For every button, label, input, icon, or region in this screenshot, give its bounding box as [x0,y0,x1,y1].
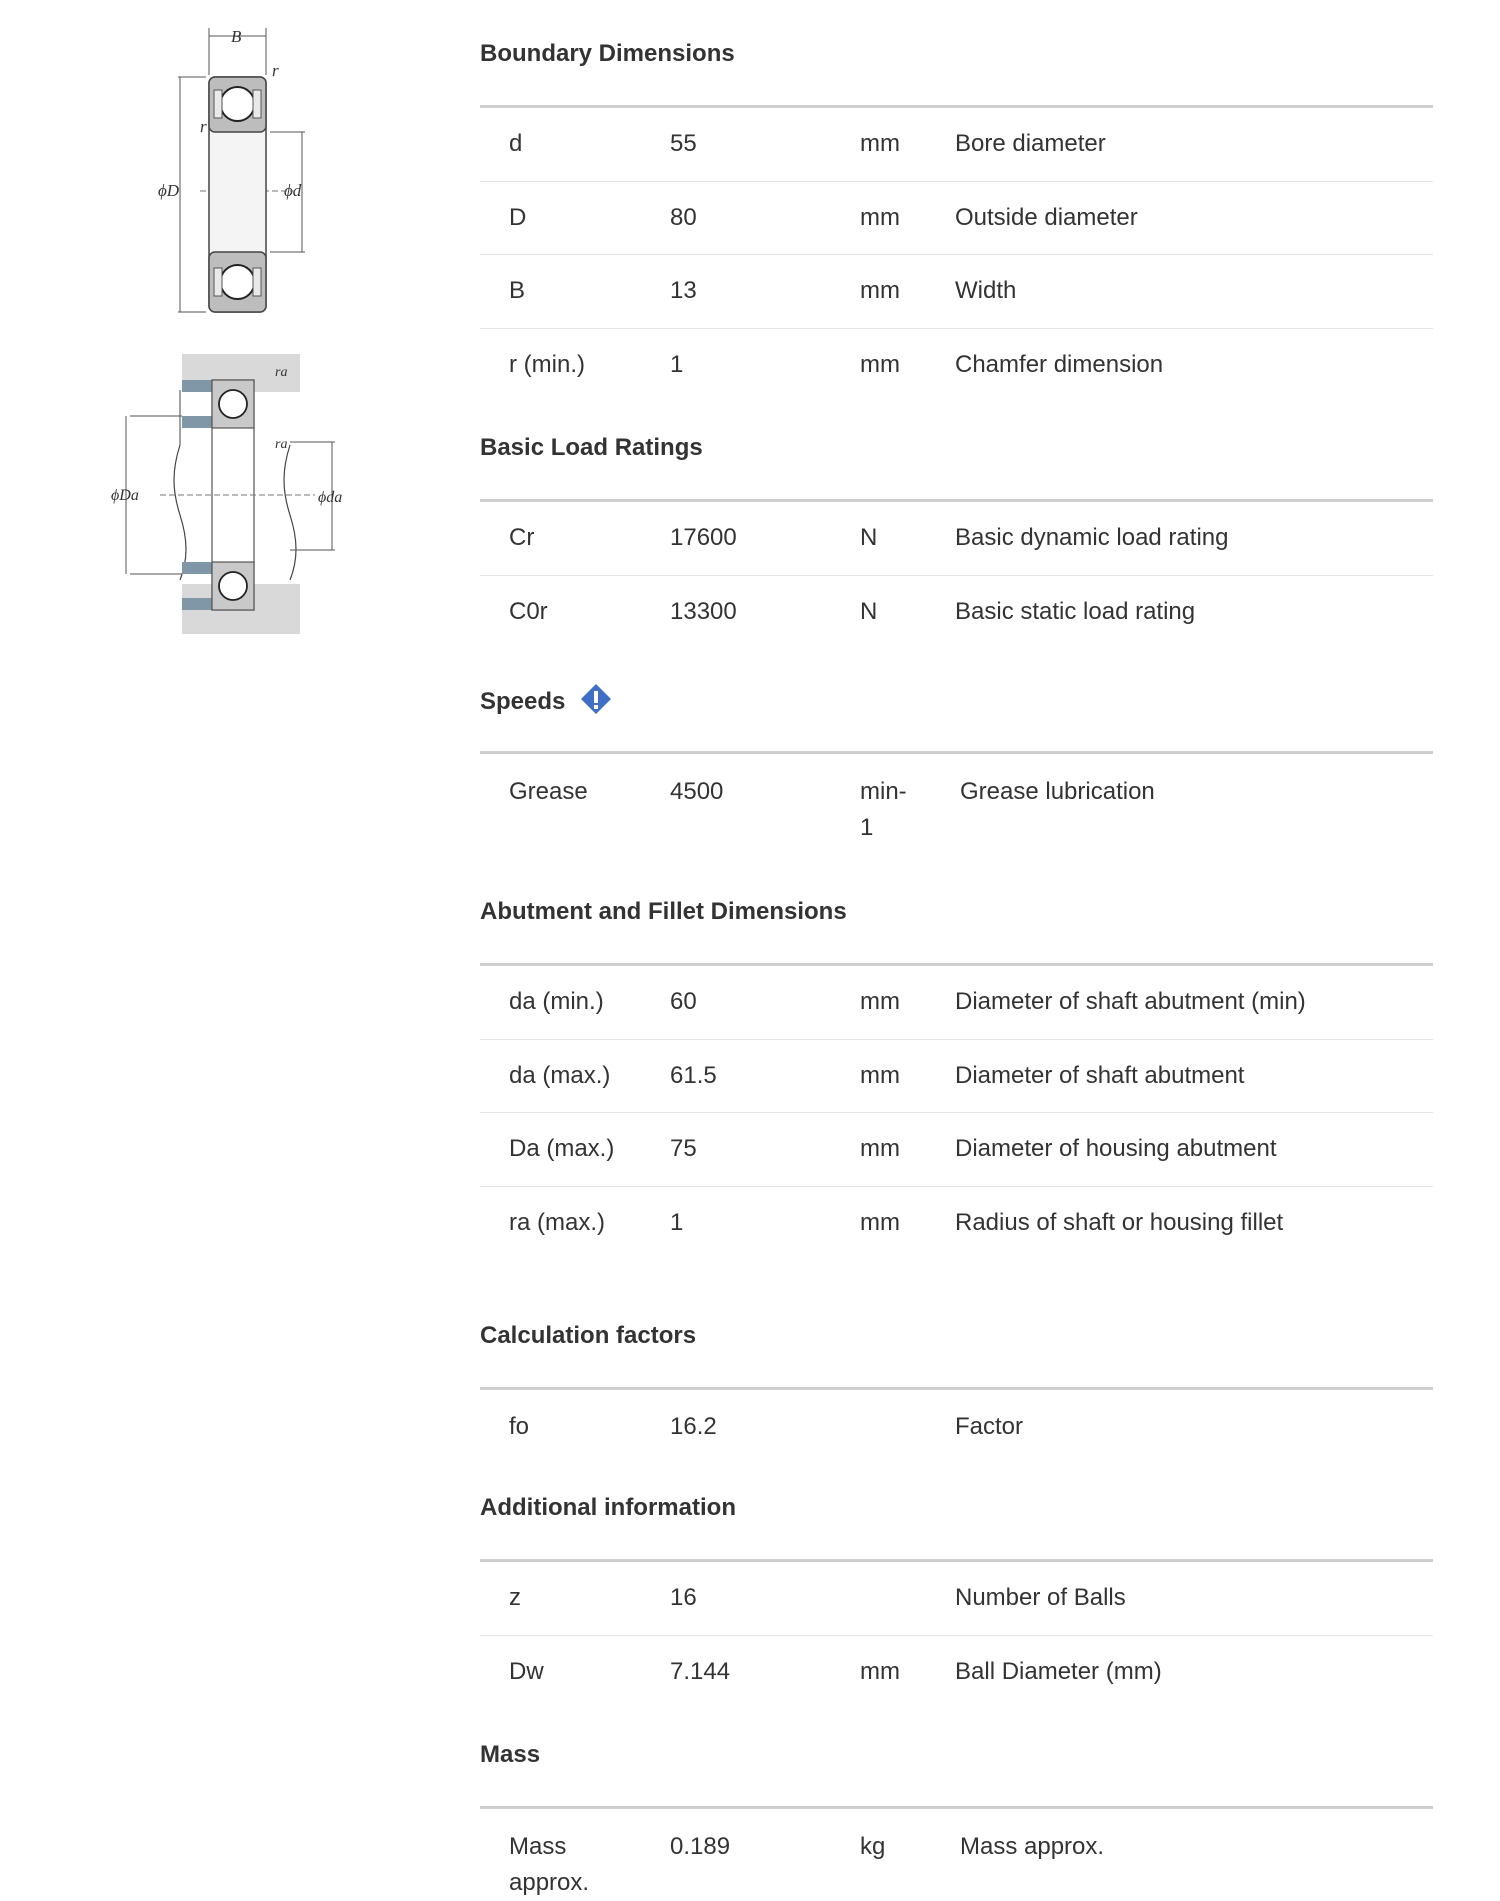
table-row [480,1187,1433,1261]
row-description: Outside diameter [955,203,1138,231]
section-title-text: Additional information [480,1493,736,1521]
row-unit: mm [860,351,900,379]
bearing-cross-section-drawing [120,20,360,320]
row-description: Diameter of shaft abutment (min) [955,988,1306,1016]
row-unit: mm [860,1209,900,1237]
row-value: 13300 [670,598,737,626]
row-unit: mm [860,130,900,158]
row-symbol: fo [509,1412,530,1440]
row-value: 0.189 [670,1833,731,1860]
label-ra-mid: ra [275,437,288,452]
spec-section [480,1454,1433,1709]
row-description: Mass approx. [960,1833,1105,1860]
label-r-top: r [272,61,279,80]
row-unit: mm [860,203,900,231]
table-row [480,1809,1433,1897]
row-symbol: r (min.) [509,351,585,379]
row-symbol: B [509,277,526,305]
section-title-text: Speeds [480,687,566,715]
row-value: 60 [670,988,697,1016]
table-row [480,182,1433,256]
spec-section [480,858,1433,1260]
row-value: 4500 [670,778,724,805]
row-value: 16.2 [670,1412,717,1440]
row-unit: mm [860,988,900,1016]
row-value: 16 [670,1584,697,1612]
label-phi-da: ϕda [318,489,343,506]
row-symbol: da (min.) [509,988,604,1016]
row-description: Factor [955,1412,1024,1440]
row-unit: kg [860,1833,886,1860]
row-value: 55 [670,130,697,158]
section-title [480,0,1433,108]
row-value: 75 [670,1135,697,1163]
spec-section [480,394,1433,649]
label-phi-d: ϕd [284,181,302,200]
table-row [480,255,1433,329]
warning-icon[interactable] [579,682,613,721]
row-description: Ball Diameter (mm) [955,1658,1162,1686]
row-unit: mm [860,1658,900,1686]
row-value: 61.5 [670,1061,717,1089]
row-symbol: z [509,1584,521,1612]
section-title [480,650,1433,754]
row-value: 7.144 [670,1658,731,1686]
section-title-text: Calculation factors [480,1321,697,1349]
row-unit: N [860,598,878,626]
section-title-text: Boundary Dimensions [480,39,735,67]
table-row [480,502,1433,576]
section-title-text: Mass [480,1740,541,1768]
mounting-drawing [111,350,360,640]
row-description: Chamfer dimension [955,351,1164,379]
table-row [480,576,1433,650]
row-description: Basic static load rating [955,598,1196,626]
section-title-text: Abutment and Fillet Dimensions [480,897,847,925]
row-description: Width [955,277,1017,305]
label-r-left: r [200,117,207,136]
row-description: Number of Balls [955,1584,1126,1612]
label-phi-D: ϕD [158,181,180,200]
row-unit: min- 1 [860,778,907,841]
spec-section [480,1282,1433,1464]
row-symbol: Grease [509,778,588,805]
section-title [480,394,1433,502]
section-title [480,1701,1433,1809]
table-row [480,1390,1433,1464]
row-value: 17600 [670,524,737,552]
spec-section [480,1701,1433,1897]
section-title [480,1454,1433,1562]
row-symbol: Dw [509,1658,544,1686]
table-row [480,754,1433,842]
table-row [480,108,1433,182]
row-unit: mm [860,1061,900,1089]
row-symbol: Da (max.) [509,1135,615,1163]
row-description: Bore diameter [955,130,1106,158]
row-symbol: Cr [509,524,535,552]
section-title [480,1282,1433,1390]
section-title [480,858,1433,966]
label-phi-Da: ϕDa [111,487,139,504]
row-description: Diameter of shaft abutment [955,1061,1245,1089]
row-symbol: Mass approx. [509,1833,590,1896]
row-value: 13 [670,277,697,305]
row-symbol: C0r [509,598,548,626]
row-description: Radius of shaft or housing fillet [955,1209,1284,1237]
table-row [480,1113,1433,1187]
table-row [480,329,1433,403]
row-unit: mm [860,277,900,305]
row-unit: N [860,524,878,552]
spec-section [480,650,1433,842]
table-row [480,1636,1433,1710]
table-row [480,1040,1433,1114]
row-description: Basic dynamic load rating [955,524,1229,552]
label-B: B [231,27,242,46]
row-symbol: ra (max.) [509,1209,605,1237]
row-value: 1 [670,351,684,379]
spec-section [480,0,1433,402]
row-description: Grease lubrication [960,778,1155,805]
row-description: Diameter of housing abutment [955,1135,1277,1163]
label-ra-top: ra [275,365,288,380]
row-value: 80 [670,203,697,231]
row-symbol: da (max.) [509,1061,611,1089]
table-row [480,1562,1433,1636]
table-row [480,966,1433,1040]
row-value: 1 [670,1209,684,1237]
row-symbol: D [509,203,527,231]
row-symbol: d [509,130,523,158]
row-unit: mm [860,1135,900,1163]
section-title-text: Basic Load Ratings [480,433,703,461]
